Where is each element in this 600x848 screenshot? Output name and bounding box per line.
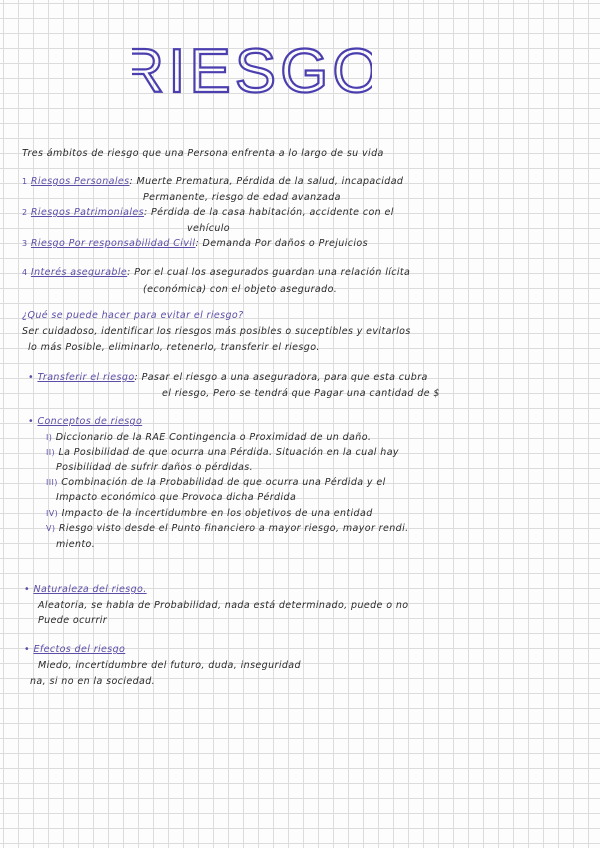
- list-item: [46, 477, 386, 488]
- item-text: (económica) con el objeto asegurado.: [143, 284, 338, 295]
- number-circle: 3: [22, 239, 28, 248]
- question-heading: ¿Qué se puede hacer para evitar el riesgo?: [22, 310, 244, 321]
- section-text: Aleatoria, se habla de Probabilidad, nada está determinado, puede o no: [38, 600, 409, 611]
- item-text: Demanda Por daños o Prejuicios: [202, 238, 368, 249]
- list-item: 1 Riesgos Personales: Muerte Prematura, Pérdida de la salud, incapacidad: [22, 176, 404, 187]
- number-circle: 4: [22, 268, 28, 277]
- list-item: • Transferir el riesgo: Pasar el riesgo a una aseguradora, para que esta cubra: [28, 372, 428, 383]
- item-text: La Posibilidad de que ocurra una Pérdida. Situación en la cual hay: [58, 447, 399, 458]
- item-text: Pasar el riesgo a una aseguradora, para que esta cubra: [141, 372, 428, 383]
- item-text: Riesgo visto desde el Punto financiero a mayor riesgo, mayor rendi.: [58, 523, 409, 534]
- section-label: Efectos del riesgo: [33, 644, 126, 655]
- answer-text: Ser cuidadoso, identificar los riesgos más posibles o suceptibles y evitarlos: [22, 326, 411, 337]
- section-heading: [24, 584, 147, 595]
- answer-text: lo más Posible, eliminarlo, retenerlo, transferir el riesgo.: [28, 342, 320, 353]
- bullet-dot: •: [28, 416, 35, 427]
- item-text: vehículo: [187, 223, 231, 234]
- list-item: 2 Riesgos Patrimoniales: Pérdida de la casa habitación, accidente con el: [22, 207, 394, 218]
- svg-text:RIESGO: RIESGO: [132, 37, 372, 106]
- item-label: Riesgos Personales: [30, 176, 130, 187]
- list-item: [46, 432, 371, 443]
- item-text: el riesgo, Pero se tendrá que Pagar una cantidad de $: [162, 388, 440, 399]
- bullet-dot: •: [28, 372, 35, 383]
- item-text: Por el cual los asegurados guardan una relación lícita: [134, 267, 411, 278]
- list-item: [46, 523, 409, 534]
- list-item: [46, 447, 399, 458]
- roman-numeral: I): [46, 433, 53, 442]
- item-label: Interés asegurable: [30, 267, 128, 278]
- item-label: Transferir el riesgo: [37, 372, 135, 383]
- section-label: Naturaleza del riesgo.: [33, 584, 147, 595]
- list-item: 3 Riesgo Por responsabilidad Civil: Demanda Por daños o Prejuicios: [22, 238, 368, 249]
- item-text: Pérdida de la casa habitación, accidente con el: [151, 207, 394, 218]
- roman-numeral: V): [46, 524, 56, 533]
- list-item: [46, 508, 373, 519]
- title-bubble-letters: [132, 36, 372, 106]
- roman-numeral: IV): [46, 509, 59, 518]
- item-text: Impacto de la incertidumbre en los objetivos de una entidad: [61, 508, 373, 519]
- roman-numeral: II): [46, 448, 56, 457]
- number-circle: 2: [22, 208, 28, 217]
- section-heading: [24, 644, 125, 655]
- section-text: na, si no en la sociedad.: [30, 676, 156, 687]
- item-text: Posibilidad de sufrir daños o pérdidas.: [56, 462, 254, 473]
- item-text: Impacto económico que Provoca dicha Pérdida: [56, 492, 297, 503]
- bullet-dot: •: [24, 584, 31, 595]
- item-label: Riesgo Por responsabilidad Civil: [30, 238, 196, 249]
- item-text: miento.: [56, 539, 96, 550]
- number-circle: 1: [22, 177, 28, 186]
- item-text: Permanente, riesgo de edad avanzada: [143, 192, 341, 203]
- item-label: Riesgos Patrimoniales: [30, 207, 144, 218]
- section-text: Puede ocurrir: [38, 615, 108, 626]
- list-item: 4 Interés asegurable: Por el cual los asegurados guardan una relación lícita: [22, 267, 411, 278]
- intro-text: Tres ámbitos de riesgo que una Persona enfrenta a lo largo de su vida: [22, 148, 384, 159]
- roman-numeral: III): [46, 478, 58, 487]
- bullet-dot: •: [24, 644, 31, 655]
- page-title: [132, 36, 372, 106]
- item-text: Muerte Prematura, Pérdida de la salud, incapacidad: [136, 176, 404, 187]
- item-text: Combinación de la Probabilidad de que ocurra una Pérdida y el: [61, 477, 386, 488]
- section-text: Miedo, incertidumbre del futuro, duda, inseguridad: [38, 660, 301, 671]
- item-text: Diccionario de la RAE Contingencia o Proximidad de un daño.: [55, 432, 372, 443]
- section-label: Conceptos de riesgo: [37, 416, 143, 427]
- section-heading: [28, 416, 142, 427]
